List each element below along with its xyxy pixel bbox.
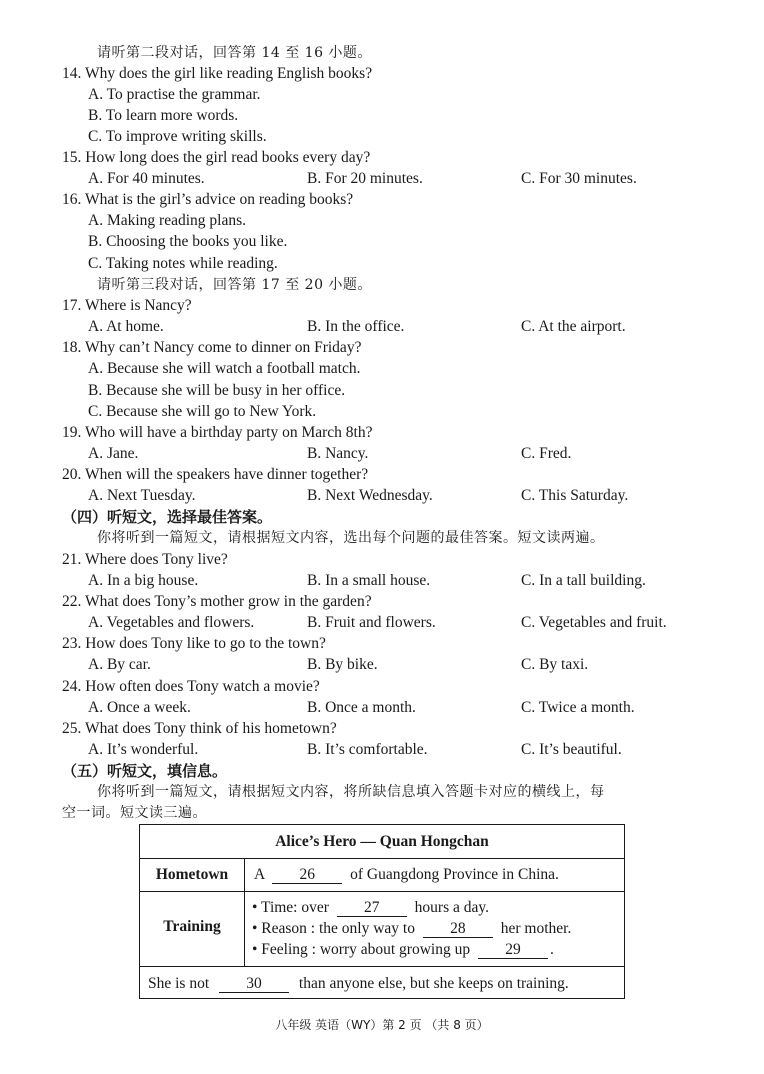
- q14-option-b: B. To learn more words.: [88, 107, 239, 124]
- blank-27: 27: [337, 900, 407, 917]
- last-prefix: She is not: [148, 975, 210, 992]
- q19-option-c: C. Fred.: [521, 445, 572, 462]
- q24-option-b: B. Once a month.: [307, 699, 416, 716]
- time-prefix: • Time: over: [252, 899, 329, 916]
- question-16: 16. What is the girl’s advice on reading books?: [62, 191, 354, 208]
- info-table: [139, 824, 625, 999]
- hometown-label: Hometown: [155, 866, 229, 883]
- training-time: [252, 899, 489, 917]
- training-reason: [252, 920, 571, 938]
- q22-option-b: B. Fruit and flowers.: [307, 614, 436, 631]
- section4-heading: （四）听短文，选择最佳答案。: [62, 508, 273, 526]
- question-17: 17. Where is Nancy?: [62, 297, 192, 314]
- question-19: 19. Who will have a birthday party on March 8th?: [62, 424, 373, 441]
- hometown-prefix: A: [254, 866, 265, 883]
- table-title-row: [140, 825, 624, 859]
- section4-intro: 你将听到一篇短文，请根据短文内容，选出每个问题的最佳答案。短文读两遍。: [97, 530, 605, 546]
- q19-option-a: A. Jane.: [88, 445, 139, 462]
- time-suffix: hours a day.: [414, 899, 489, 916]
- section5-intro-line1: 你将听到一篇短文，请根据短文内容，将所缺信息填入答题卡对应的横线上，每: [97, 784, 605, 800]
- table-last-row: [148, 975, 569, 993]
- q17-option-a: A. At home.: [88, 318, 164, 335]
- hometown-suffix: of Guangdong Province in China.: [350, 866, 559, 883]
- q23-option-a: A. By car.: [88, 656, 151, 673]
- page-footer: 八年级 英语（WY）第 2 页 （共 8 页）: [275, 1018, 489, 1032]
- q24-option-c: C. Twice a month.: [521, 699, 635, 716]
- question-24: 24. How often does Tony watch a movie?: [62, 678, 320, 695]
- q20-option-c: C. This Saturday.: [521, 487, 629, 504]
- q18-option-b: B. Because she will be busy in her office.: [88, 382, 346, 399]
- q14-option-c: C. To improve writing skills.: [88, 128, 267, 145]
- question-14: 14. Why does the girl like reading English books?: [62, 65, 373, 82]
- q16-option-a: A. Making reading plans.: [88, 212, 246, 229]
- q24-option-a: A. Once a week.: [88, 699, 191, 716]
- q20-option-a: A. Next Tuesday.: [88, 487, 196, 504]
- feeling-suffix: .: [549, 941, 554, 958]
- blank-28: 28: [423, 921, 493, 938]
- question-25: 25. What does Tony think of his hometown?: [62, 720, 337, 737]
- table-row-training: [140, 892, 624, 967]
- q16-option-b: B. Choosing the books you like.: [88, 233, 288, 250]
- q18-option-c: C. Because she will go to New York.: [88, 403, 317, 420]
- reason-suffix: her mother.: [500, 920, 572, 937]
- question-20: 20. When will the speakers have dinner together?: [62, 466, 369, 483]
- question-23: 23. How does Tony like to go to the town?: [62, 635, 326, 652]
- blank-29: 29: [478, 942, 548, 959]
- q15-option-c: C. For 30 minutes.: [521, 170, 637, 187]
- training-feeling: [252, 941, 554, 959]
- q20-option-b: B. Next Wednesday.: [307, 487, 433, 504]
- q22-option-c: C. Vegetables and fruit.: [521, 614, 667, 631]
- q21-option-a: A. In a big house.: [88, 572, 199, 589]
- section5-intro-line2: 空一词。短文读三遍。: [62, 805, 207, 821]
- question-22: 22. What does Tony’s mother grow in the garden?: [62, 593, 372, 610]
- q23-option-b: B. By bike.: [307, 656, 378, 673]
- q17-option-b: B. In the office.: [307, 318, 405, 335]
- section3-intro-2: 请听第二段对话，回答第 14 至 16 小题。: [97, 45, 372, 61]
- table-column-divider: [244, 859, 245, 967]
- q25-option-a: A. It’s wonderful.: [88, 741, 199, 758]
- training-label: Training: [163, 918, 221, 935]
- question-15: 15. How long does the girl read books every day?: [62, 149, 371, 166]
- q17-option-c: C. At the airport.: [521, 318, 626, 335]
- table-title: Alice’s Hero — Quan Hongchan: [275, 833, 489, 850]
- q14-option-a: A. To practise the grammar.: [88, 86, 261, 103]
- section5-heading: （五）听短文，填信息。: [62, 762, 228, 780]
- question-21: 21. Where does Tony live?: [62, 551, 228, 568]
- feeling-prefix: • Feeling : worry about growing up: [252, 941, 471, 958]
- q18-option-a: A. Because she will watch a football match.: [88, 360, 361, 377]
- reason-prefix: • Reason : the only way to: [252, 920, 415, 937]
- q15-option-a: A. For 40 minutes.: [88, 170, 205, 187]
- last-suffix: than anyone else, but she keeps on training.: [298, 975, 569, 992]
- q22-option-a: A. Vegetables and flowers.: [88, 614, 255, 631]
- q21-option-c: C. In a tall building.: [521, 572, 646, 589]
- hometown-content: [254, 866, 559, 884]
- q15-option-b: B. For 20 minutes.: [307, 170, 423, 187]
- question-18: 18. Why can’t Nancy come to dinner on Friday?: [62, 339, 362, 356]
- table-row-hometown: [140, 859, 624, 892]
- q19-option-b: B. Nancy.: [307, 445, 369, 462]
- q21-option-b: B. In a small house.: [307, 572, 431, 589]
- q25-option-c: C. It’s beautiful.: [521, 741, 622, 758]
- q16-option-c: C. Taking notes while reading.: [88, 255, 278, 272]
- q23-option-c: C. By taxi.: [521, 656, 589, 673]
- q25-option-b: B. It’s comfortable.: [307, 741, 428, 758]
- blank-26: 26: [272, 867, 342, 884]
- blank-30: 30: [219, 976, 289, 993]
- section3-intro-3: 请听第三段对话，回答第 17 至 20 小题。: [97, 277, 372, 293]
